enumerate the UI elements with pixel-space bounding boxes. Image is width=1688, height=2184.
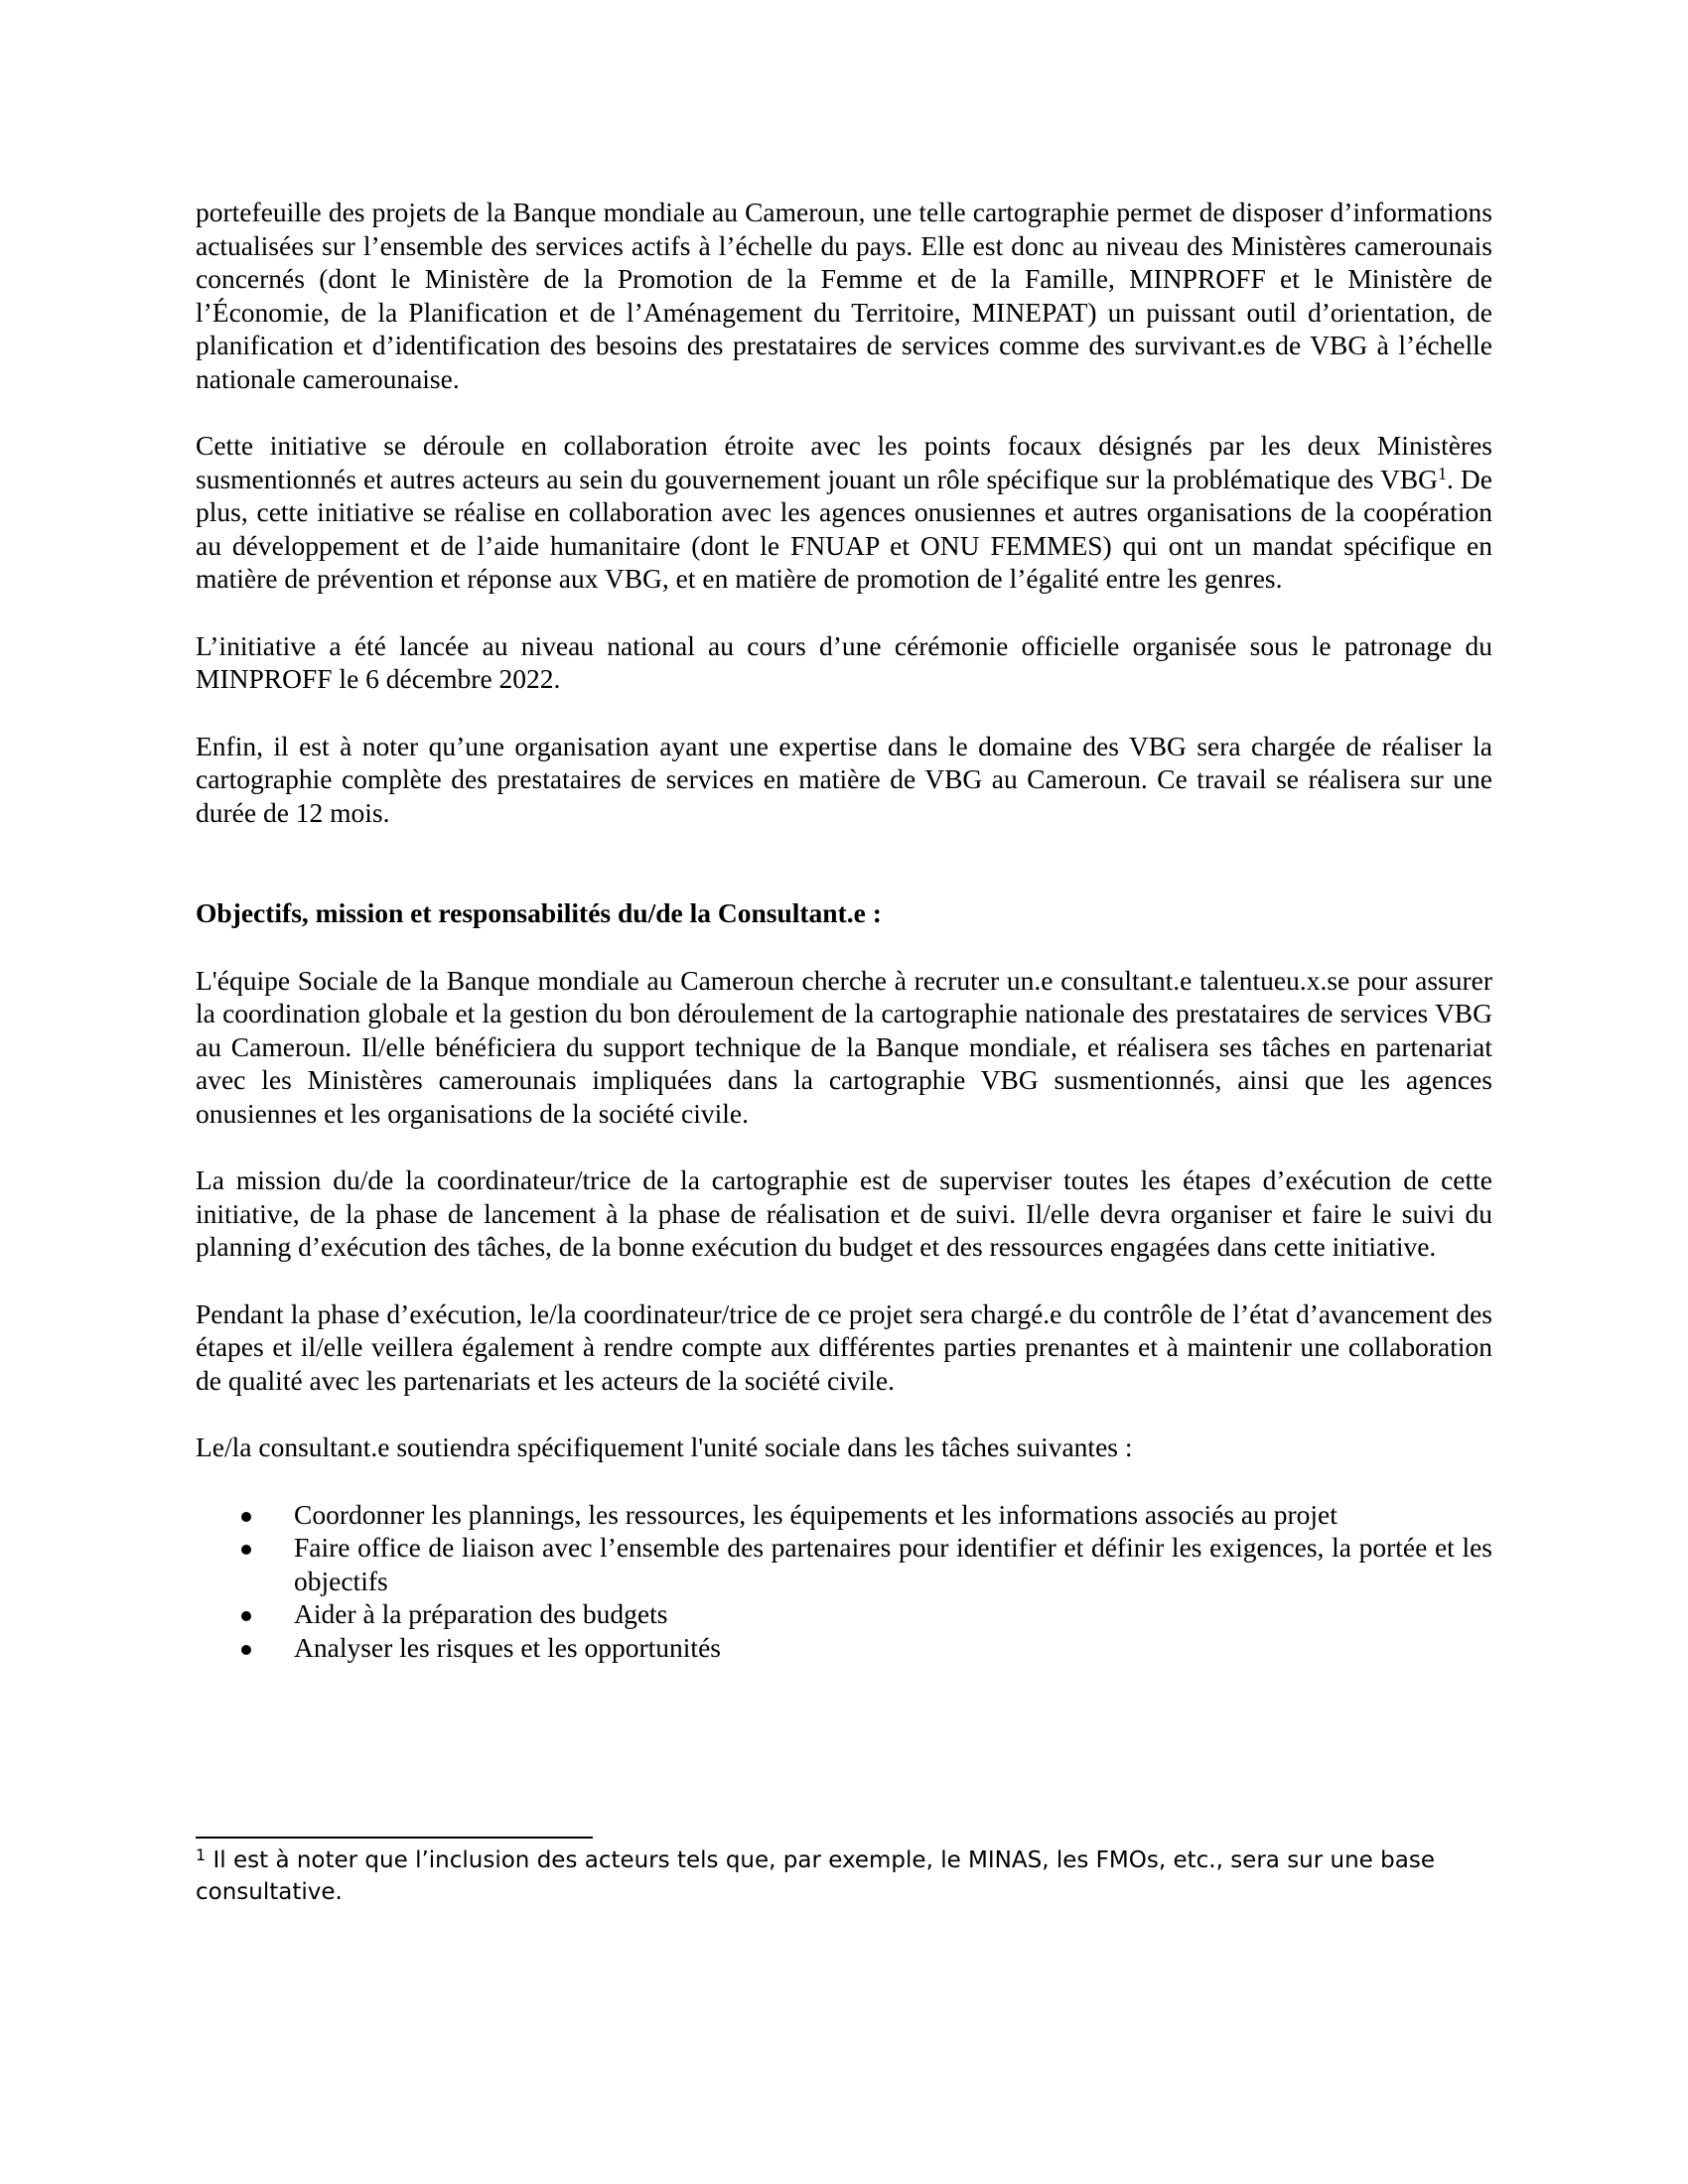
- section-heading: Objectifs, mission et responsabilités du/de la Consultant.e :: [196, 897, 882, 928]
- task-list: [196, 1498, 1492, 1665]
- paragraph-mission: La mission du/de la coordinateur/trice de la cartographie est de superviser toutes les étapes d’exécution de cette initiative, de la phase de lancement à la phase de réalisation et de suivi. Il/elle devra organiser et faire le suivi du planning d’exécution des tâches, de la bonne exécution du budget et des ressources engagées dans cette initiative.: [196, 1164, 1492, 1262]
- paragraph-collaboration: [196, 429, 1492, 596]
- list-item: [196, 1531, 1492, 1597]
- paragraph-recruitment: L'équipe Sociale de la Banque mondiale au Cameroun cherche à recruter un.e consultant.e talentueu.x.se pour assurer la coordination globale et la gestion du bon déroulement de la cartographie nationale des prestataires de services VBG au Cameroun. Il/elle bénéficiera du support technique de la Banque mondiale, et réalisera ses tâches en partenariat avec les Ministères camerounais impliquées dans la cartographie VBG susmentionnés, ainsi que les agences onusiennes et les organisations de la société civile.: [196, 964, 1492, 1129]
- paragraph-portfolio: portefeuille des projets de la Banque mondiale au Cameroun, une telle cartographie permet de disposer d’informations actualisées sur l’ensemble des services actifs à l’échelle du pays. Elle est donc au niveau des Ministères camerounais concernés (dont le Ministère de la Promotion de la Femme et de la Famille, MINPROFF et le Ministère de l’Économie, de la Planification et de l’Aménagement du Territoire, MINEPAT) un puissant outil d’orientation, de planification et d’identification des besoins des prestataires de services comme des survivant.es de VBG à l’échelle nationale camerounaise.: [196, 197, 1492, 394]
- paragraph-collaboration-text: Cette initiative se déroule en collaboration étroite avec les points focaux désignés par les deux Ministères susmentionnés et autres acteurs au sein du gouvernement jouant un rôle spécifique sur la problématique des VBG: [196, 430, 1492, 494]
- paragraph-organisation: Enfin, il est à noter qu’une organisation ayant une expertise dans le domaine des VBG sera chargée de réaliser la cartographie complète des prestataires de services en matière de VBG au Cameroun. Ce travail se réalisera sur une durée de 12 mois.: [196, 730, 1492, 828]
- footnote: [196, 1844, 1492, 1908]
- list-item: [196, 1597, 1492, 1631]
- footnote-number: 1: [196, 1845, 207, 1864]
- bullet-icon: [241, 1645, 251, 1655]
- list-item: [196, 1498, 1492, 1532]
- paragraph-collaboration-text-continued: . De plus, cette initiative se réalise en collaboration avec les agences onusiennes et autres organisations de la coopération au développement et de l’aide humanitaire (dont le FNUAP et ONU FEMMES) qui ont un mandat spécifique en matière de prévention et réponse aux VBG, et en matière de promotion de l’égalité entre les genres.: [196, 463, 1492, 594]
- footnote-separator: [196, 1837, 593, 1839]
- list-item-text: Coordonner les plannings, les ressources, les équipements et les informations associés au projet: [294, 1498, 1337, 1530]
- footnote-reference[interactable]: 1: [1438, 463, 1448, 483]
- list-item-text: Faire office de liaison avec l’ensemble des partenaires pour identifier et définir les exigences, la portée et les objectifs: [294, 1532, 1492, 1596]
- bullet-icon: [241, 1545, 251, 1555]
- paragraph-execution: Pendant la phase d’exécution, le/la coordinateur/trice de ce projet sera chargé.e du contrôle de l’état d’avancement des étapes et il/elle veillera également à rendre compte aux différentes parties prenantes et à maintenir une collaboration de qualité avec les partenariats et les acteurs de la société civile.: [196, 1297, 1492, 1396]
- footnote-text: Il est à noter que l’inclusion des acteurs tels que, par exemple, le MINAS, les FMOs, etc., sera sur une base consultative.: [196, 1847, 1435, 1905]
- paragraph-launch: L’initiative a été lancée au niveau national au cours d’une cérémonie officielle organisée sous le patronage du MINPROFF le 6 décembre 2022.: [196, 629, 1492, 694]
- bullet-icon: [241, 1611, 251, 1621]
- list-item-text: Analyser les risques et les opportunités: [294, 1631, 721, 1663]
- list-item: [196, 1631, 1492, 1665]
- list-item-text: Aider à la préparation des budgets: [294, 1598, 668, 1629]
- paragraph-tasks-intro: Le/la consultant.e soutiendra spécifiquement l'unité sociale dans les tâches suivantes :: [196, 1432, 1133, 1462]
- document-page: [196, 196, 1492, 1664]
- bullet-icon: [241, 1512, 251, 1522]
